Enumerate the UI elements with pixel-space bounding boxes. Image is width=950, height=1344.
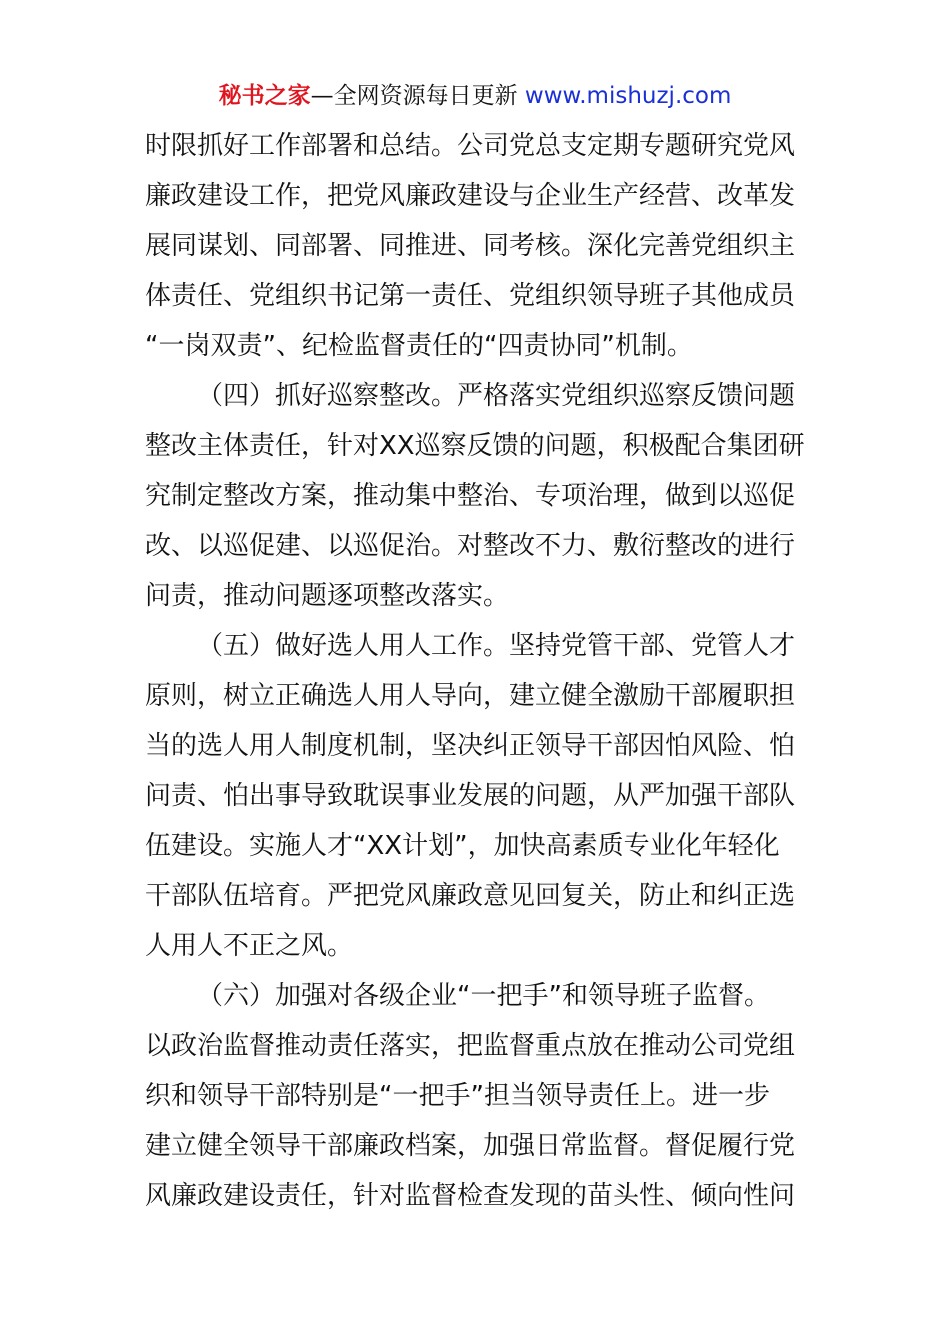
text-line: 以政治监督推动责任落实，把监督重点放在推动公司党组 [145,1031,796,1061]
section-heading-line: （四）抓好巡察整改。严格落实党组织巡察反馈问题 [197,381,796,411]
site-url[interactable]: www.mishuzj.com [524,83,732,109]
text-line: 廉政建设工作，把党风廉政建设与企业生产经营、改革发 [145,181,796,211]
site-brand: 秘书之家 [218,83,311,109]
text-line: 问责、怕出事导致耽误事业发展的问题，从严加强干部队 [145,781,796,811]
text-line: 风廉政建设责任，针对监督检查发现的苗头性、倾向性问 [145,1181,796,1211]
text-line: 织和领导干部特别是“一把手”担当领导责任上。进一步 [145,1081,770,1111]
text-line: 究制定整改方案，推动集中整治、专项治理，做到以巡促 [145,481,796,511]
text-line: 伍建设。实施人才“XX计划”，加快高素质专业化年轻化 [145,831,780,861]
text-line: 改、以巡促建、以巡促治。对整改不力、敷衍整改的进行 [145,531,796,561]
text-line: 体责任、党组织书记第一责任、党组织领导班子其他成员 [145,281,796,311]
text-line: 问责，推动问题逐项整改落实。 [145,581,510,611]
text-line: 人用人不正之风。 [145,931,354,961]
text-line: 当的选人用人制度机制，坚决纠正领导干部因怕风险、怕 [145,731,796,761]
text-line: 时限抓好工作部署和总结。公司党总支定期专题研究党风 [145,131,796,161]
site-header [0,80,950,112]
section-heading-line: （六）加强对各级企业“一把手”和领导班子监督。 [197,981,770,1011]
site-tagline: —全网资源每日更新 [310,83,518,109]
text-line: 建立健全领导干部廉政档案，加强日常监督。督促履行党 [145,1131,796,1161]
text-line: 干部队伍培育。严把党风廉政意见回复关，防止和纠正选 [145,881,796,911]
document-body [145,121,825,1221]
section-heading-line: （五）做好选人用人工作。坚持党管干部、党管人才 [197,631,796,661]
text-line: 展同谋划、同部署、同推进、同考核。深化完善党组织主 [145,231,796,261]
text-line: 原则，树立正确选人用人导向，建立健全激励干部履职担 [145,681,796,711]
text-line: “一岗双责”、纪检监督责任的“四责协同”机制。 [145,331,693,361]
text-line: 整改主体责任，针对XX巡察反馈的问题，积极配合集团研 [145,431,805,461]
